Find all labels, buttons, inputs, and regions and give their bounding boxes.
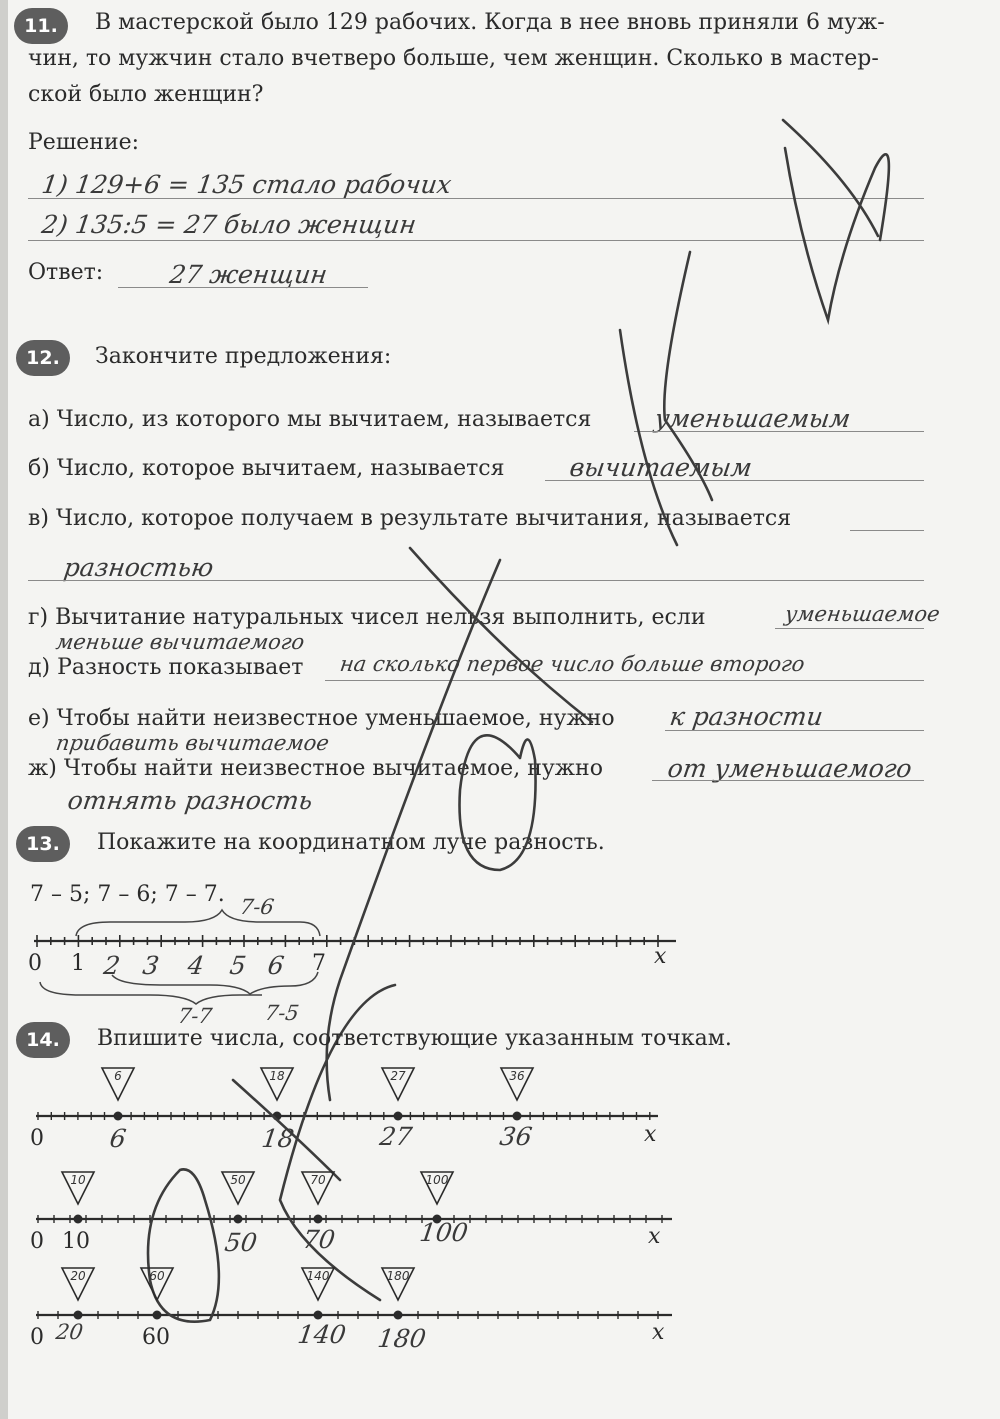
answer-value: 27 женщин	[167, 260, 330, 289]
tick-label-1: 1	[71, 951, 85, 976]
point-marker-triangle: 60	[139, 1266, 175, 1302]
point-marker-triangle: 36	[499, 1066, 535, 1102]
answer-b: вычитаемым	[567, 453, 754, 482]
ray-3-first: 20	[54, 1320, 85, 1344]
answer-c: разностью	[61, 553, 216, 582]
brace-label-7-5: 7-5	[263, 1001, 301, 1025]
answer-a: уменьшаемым	[652, 404, 853, 433]
task-14-title: Впишите числа, соответствующие указанным точкам.	[97, 1026, 732, 1051]
point-marker-triangle: 140	[300, 1266, 336, 1302]
point-marker-triangle: 10	[60, 1170, 96, 1206]
task-13-title: Покажите на координатном луче разность.	[97, 830, 605, 855]
tick-label-6: 6	[265, 951, 286, 980]
solution-label: Решение:	[28, 130, 140, 155]
point-marker-triangle: 100	[419, 1170, 455, 1206]
answer-f-part2: прибавить вычитаемое	[54, 731, 331, 755]
answer-f-part1: к разности	[667, 702, 825, 731]
answer-label: Ответ:	[28, 260, 104, 285]
axis-x-label: x	[652, 1320, 665, 1345]
tick-label-7: 7	[312, 951, 326, 976]
tick-label-2: 2	[101, 951, 122, 980]
solution-step-1: 1) 129+6 = 135 стало рабочих	[39, 170, 454, 199]
answer-g-part1: от уменьшаемого	[665, 754, 914, 783]
point-marker-triangle: 180	[380, 1266, 416, 1302]
brace-label-7-6: 7-6	[238, 895, 276, 919]
ray-1-value: 6	[107, 1124, 128, 1153]
task-14-badge: 14.	[16, 1022, 70, 1058]
ray-2-value: 50	[222, 1228, 259, 1257]
ray-2-zero: 0	[30, 1229, 44, 1254]
sentence-b: б) Число, которое вычитаем, называется	[28, 456, 505, 481]
answer-e: на сколько первое число больше второго	[338, 652, 807, 676]
coordinate-ray-14-2	[36, 1215, 672, 1224]
task-13-expression: 7 – 5; 7 – 6; 7 – 7.	[30, 882, 225, 907]
task-11-text-line2: чин, то мужчин стало вчетверо больше, чем женщин. Сколько в мастер-	[28, 46, 879, 71]
point-marker-triangle: 70	[300, 1170, 336, 1206]
coordinate-ray-13	[34, 910, 676, 1004]
task-12-title: Закончите предложения:	[95, 344, 392, 369]
sentence-e: д) Разность показывает	[28, 655, 304, 680]
axis-x-label: x	[644, 1122, 657, 1147]
ray-2-first: 10	[62, 1229, 90, 1254]
sentence-g: ж) Чтобы найти неизвестное вычитаемое, нужно	[28, 756, 603, 781]
answer-d-part2: меньше вычитаемого	[54, 630, 306, 654]
ray-3-value: 140	[295, 1320, 348, 1349]
task-11-badge: 11.	[14, 8, 68, 44]
answer-g-part2: отнять разность	[65, 786, 315, 815]
point-marker-triangle: 18	[259, 1066, 295, 1102]
axis-x-label: x	[648, 1224, 661, 1249]
answer-d-part1: уменьшаемое	[783, 602, 942, 626]
task-11-text-line1: В мастерской было 129 рабочих. Когда в нее вновь приняли 6 муж-	[95, 10, 885, 35]
ray-1-zero: 0	[30, 1126, 44, 1151]
ray-3-value: 60	[142, 1325, 170, 1350]
solution-step-2: 2) 135:5 = 27 было женщин	[39, 210, 419, 239]
axis-x-label: x	[654, 944, 667, 969]
task-13-badge: 13.	[16, 826, 70, 862]
ray-1-value: 36	[497, 1122, 534, 1151]
brace-label-7-7: 7-7	[176, 1004, 214, 1028]
tick-label-0: 0	[28, 951, 42, 976]
coordinate-ray-14-3	[36, 1311, 672, 1320]
ray-1-value: 27	[377, 1122, 414, 1151]
point-marker-triangle: 50	[220, 1170, 256, 1206]
point-marker-triangle: 27	[380, 1066, 416, 1102]
sentence-d: г) Вычитание натуральных чисел нельзя выполнить, если	[28, 605, 706, 630]
tick-label-3: 3	[140, 951, 161, 980]
tick-label-5: 5	[227, 951, 248, 980]
ray-1-value: 18	[259, 1124, 296, 1153]
ray-2-value: 100	[417, 1218, 470, 1247]
sentence-a: а) Число, из которого мы вычитаем, называется	[28, 407, 592, 432]
tick-label-4: 4	[185, 951, 206, 980]
ray-2-value: 70	[300, 1225, 337, 1254]
sentence-c: в) Число, которое получаем в результате вычитания, называется	[28, 506, 792, 531]
point-marker-triangle: 20	[60, 1266, 96, 1302]
sentence-f: е) Чтобы найти неизвестное уменьшаемое, нужно	[28, 706, 615, 731]
task-11-text-line3: ской было женщин?	[28, 82, 264, 107]
task-12-badge: 12.	[16, 340, 70, 376]
coordinate-ray-14-1	[36, 1112, 658, 1121]
point-marker-triangle: 6	[100, 1066, 136, 1102]
ray-3-value: 180	[375, 1324, 428, 1353]
ray-3-zero: 0	[30, 1325, 44, 1350]
